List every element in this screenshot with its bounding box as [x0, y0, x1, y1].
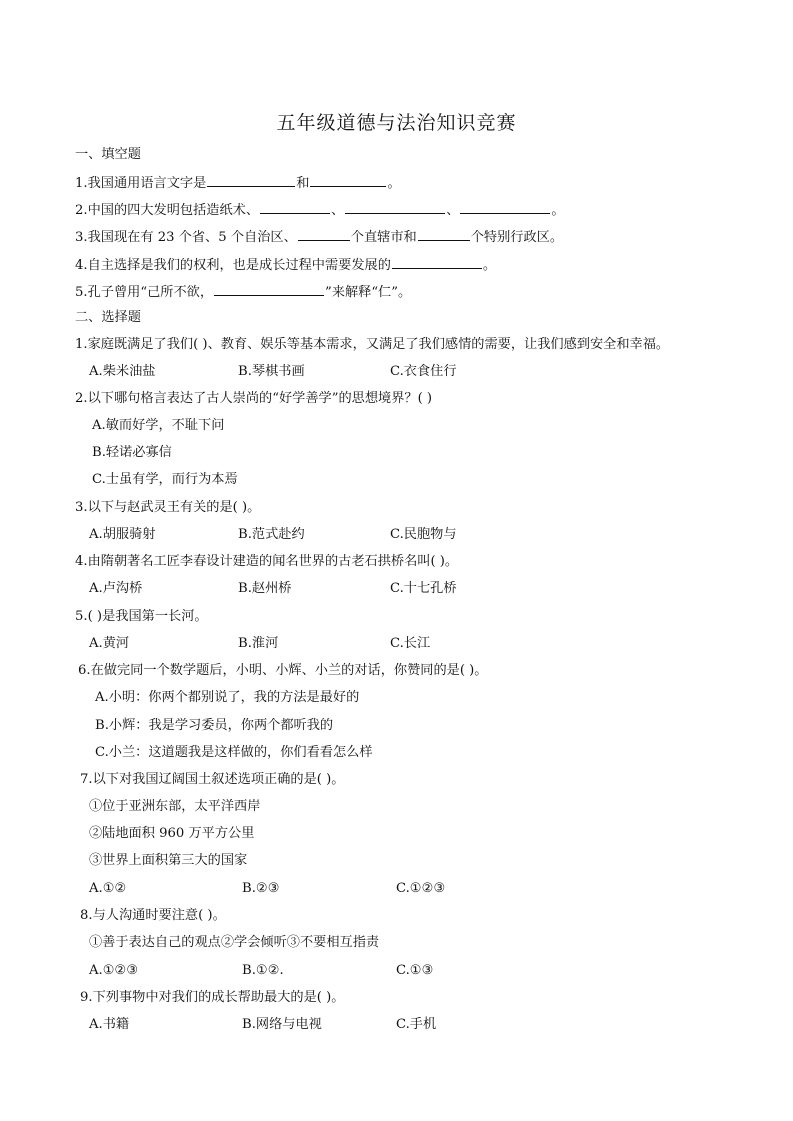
option-b[interactable]: B.网络与电视: [242, 1017, 322, 1032]
option-b[interactable]: B.范式赴约: [238, 527, 305, 542]
choice-question-stem: 8.与人沟通时要注意( )。: [80, 908, 226, 923]
fill-question-5: [75, 282, 411, 302]
section-heading-choice: 二、选择题: [75, 310, 141, 325]
option-c[interactable]: C.①③: [396, 963, 434, 978]
choice-question-stem: 2.以下哪句格言表达了古人崇尚的“好学善学”的思想境界？( ): [75, 391, 433, 406]
choice-question-stem: 4.由隋朝著名工匠李春设计建造的闻名世界的古老石拱桥名叫( )。: [75, 554, 459, 569]
option-b[interactable]: B.轻诺必寡信: [92, 445, 172, 460]
option-a[interactable]: A.黄河: [89, 636, 130, 651]
question-text: 个特别行政区。: [470, 230, 564, 245]
choice-question-stem: 9.下列事物中对我们的成长帮助最大的是( )。: [80, 990, 345, 1005]
question-text: 、: [331, 203, 345, 218]
option-c[interactable]: C.士虽有学，而行为本焉: [92, 472, 238, 487]
option-c[interactable]: C.十七孔桥: [390, 581, 457, 596]
page-title: 五年级道德与法治知识竞赛: [276, 112, 517, 134]
option-a[interactable]: A.小明：你两个都别说了，我的方法是最好的: [95, 690, 360, 705]
answer-blank[interactable]: [207, 173, 295, 187]
answer-blank[interactable]: [298, 227, 350, 241]
answer-blank[interactable]: [260, 200, 330, 214]
fill-question-1: [75, 173, 401, 193]
question-text: 4.自主选择是我们的权利，也是成长过程中需要发展的: [75, 258, 391, 273]
option-b[interactable]: B.赵州桥: [238, 581, 292, 596]
answer-blank[interactable]: [214, 282, 324, 296]
choice-question-stem: 3.以下与赵武灵王有关的是( )。: [75, 500, 261, 515]
option-a[interactable]: A.①②: [89, 881, 127, 896]
statement-item: ①善于表达自己的观点②学会倾听③不要相互指责: [89, 935, 380, 950]
option-c[interactable]: C.①②③: [396, 881, 446, 896]
option-c[interactable]: C.手机: [396, 1017, 437, 1032]
statement-item: ①位于亚洲东部，太平洋西岸: [89, 799, 261, 814]
answer-blank[interactable]: [310, 173, 386, 187]
option-c[interactable]: C.衣食住行: [390, 364, 457, 379]
option-a[interactable]: A.卢沟桥: [89, 581, 143, 596]
answer-blank[interactable]: [392, 255, 482, 269]
question-text: 1.我国通用语言文字是: [75, 176, 207, 191]
fill-question-3: [75, 227, 563, 247]
option-a[interactable]: A.①②③: [89, 963, 139, 978]
answer-blank[interactable]: [345, 200, 445, 214]
question-text: 和: [296, 176, 310, 191]
question-text: 2.中国的四大发明包括造纸术、: [75, 203, 260, 218]
answer-blank[interactable]: [460, 200, 550, 214]
option-c[interactable]: C.小兰：这道题我是这样做的，你们看看怎么样: [95, 745, 373, 760]
option-a[interactable]: A.敏而好学，不耻下问: [92, 418, 225, 433]
choice-question-stem: 5.( )是我国第一长河。: [75, 609, 208, 624]
option-a[interactable]: A.柴米油盐: [89, 364, 156, 379]
option-a[interactable]: A.胡服骑射: [89, 527, 156, 542]
fill-question-2: [75, 200, 565, 220]
option-b[interactable]: B.琴棋书画: [238, 364, 305, 379]
option-b[interactable]: B.小辉：我是学习委员，你两个都听我的: [95, 718, 334, 733]
section-heading-fill-in: 一、填空题: [75, 147, 141, 162]
question-text: 。: [551, 203, 565, 218]
question-text: 5.孔子曾用“己所不欲，: [75, 285, 214, 300]
question-text: 个直辖市和: [350, 230, 417, 245]
statement-item: ③世界上面积第三大的国家: [89, 853, 248, 868]
option-c[interactable]: C.民胞物与: [390, 527, 457, 542]
statement-item: ②陆地面积 960 万平方公里: [89, 826, 255, 841]
question-text: ”来解释“仁”。: [325, 285, 412, 300]
question-text: 。: [387, 176, 401, 191]
fill-question-4: [75, 255, 496, 275]
option-b[interactable]: B.淮河: [238, 636, 279, 651]
choice-question-stem: 6.在做完同一个数学题后，小明、小辉、小兰的对话，你赞同的是( )。: [78, 663, 488, 678]
question-text: 、: [446, 203, 460, 218]
option-b[interactable]: B.①②.: [242, 963, 284, 978]
question-text: 3.我国现在有 23 个省、5 个自治区、: [75, 230, 297, 245]
choice-question-stem: 1.家庭既满足了我们( )、教育、娱乐等基本需求，又满足了我们感情的需要，让我们感到安全和幸福。: [75, 337, 670, 352]
answer-blank[interactable]: [418, 227, 470, 241]
option-b[interactable]: B.②③: [242, 881, 280, 896]
option-a[interactable]: A.书籍: [89, 1017, 130, 1032]
choice-question-stem: 7.以下对我国辽阔国土叙述选项正确的是( )。: [80, 772, 345, 787]
option-c[interactable]: C.长江: [390, 636, 431, 651]
question-text: 。: [482, 258, 497, 273]
